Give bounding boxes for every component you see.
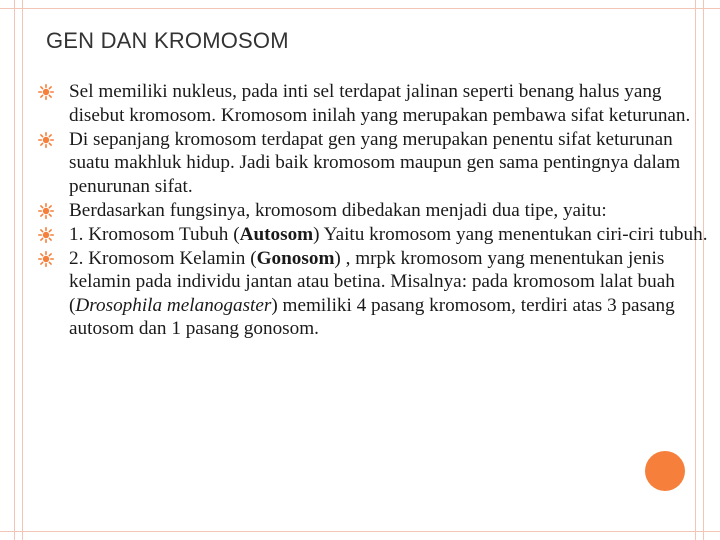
decorative-circle: [645, 451, 685, 491]
border-line-left-outer: [14, 0, 15, 540]
border-line-top: [0, 8, 720, 9]
bullet-text-segment: ) memiliki 4 pasang kromosom, terdiri atas 3 pasang autosom dan 1 pasang gonosom.: [69, 294, 675, 339]
border-line-left-inner: [22, 0, 23, 540]
bullet-text: [69, 81, 690, 126]
sun-icon: [38, 251, 54, 267]
bullet-list: [38, 80, 713, 341]
slide-title: GEN DAN KROMOSOM: [46, 28, 289, 53]
bullet-item: [38, 199, 713, 223]
bullet-text: [69, 248, 675, 340]
sun-icon: [38, 227, 54, 243]
bullet-item: [38, 128, 713, 199]
bullet-text-segment: ) , mrpk kromosom yang menentukan jenis kelamin pada individu jantan atau betina. Misalnya: pada kromosom lalat buah (: [69, 247, 675, 316]
border-line-bottom: [0, 531, 720, 532]
bullet-text-segment: Berdasarkan fungsinya, kromosom dibedakan menjadi dua tipe, yaitu:: [69, 199, 607, 221]
sun-icon: [38, 84, 54, 100]
bullet-text-segment: Di sepanjang kromosom terdapat gen yang merupakan penentu sifat keturunan suatu makhluk hidup. Jadi baik kromosom maupun gen sama pentingnya dalam penurunan sifat.: [69, 128, 681, 197]
bullet-item: [38, 247, 713, 341]
bullet-text: [69, 129, 680, 197]
bullet-text-segment: Gonosom: [256, 247, 335, 269]
bullet-item: [38, 223, 713, 247]
sun-icon: [38, 203, 54, 219]
bullet-text: [69, 200, 607, 221]
bullet-item: [38, 80, 713, 127]
bullet-text-segment: Sel memiliki nukleus, pada inti sel terdapat jalinan seperti benang halus yang disebut kromosom. Kromosom inilah yang merupakan pembawa sifat keturunan.: [69, 81, 691, 126]
bullet-text-segment: 1. Kromosom Tubuh (: [69, 223, 240, 245]
bullet-text-segment: ) Yaitu kromosom yang menentukan ciri-ciri tubuh.: [313, 223, 708, 245]
bullet-text: [69, 224, 708, 245]
bullet-text-segment: 2. Kromosom Kelamin (: [69, 247, 257, 269]
bullet-text-segment: Autosom: [239, 223, 314, 245]
bullet-text-segment: Drosophila melanogaster: [75, 294, 272, 316]
sun-icon: [38, 132, 54, 148]
